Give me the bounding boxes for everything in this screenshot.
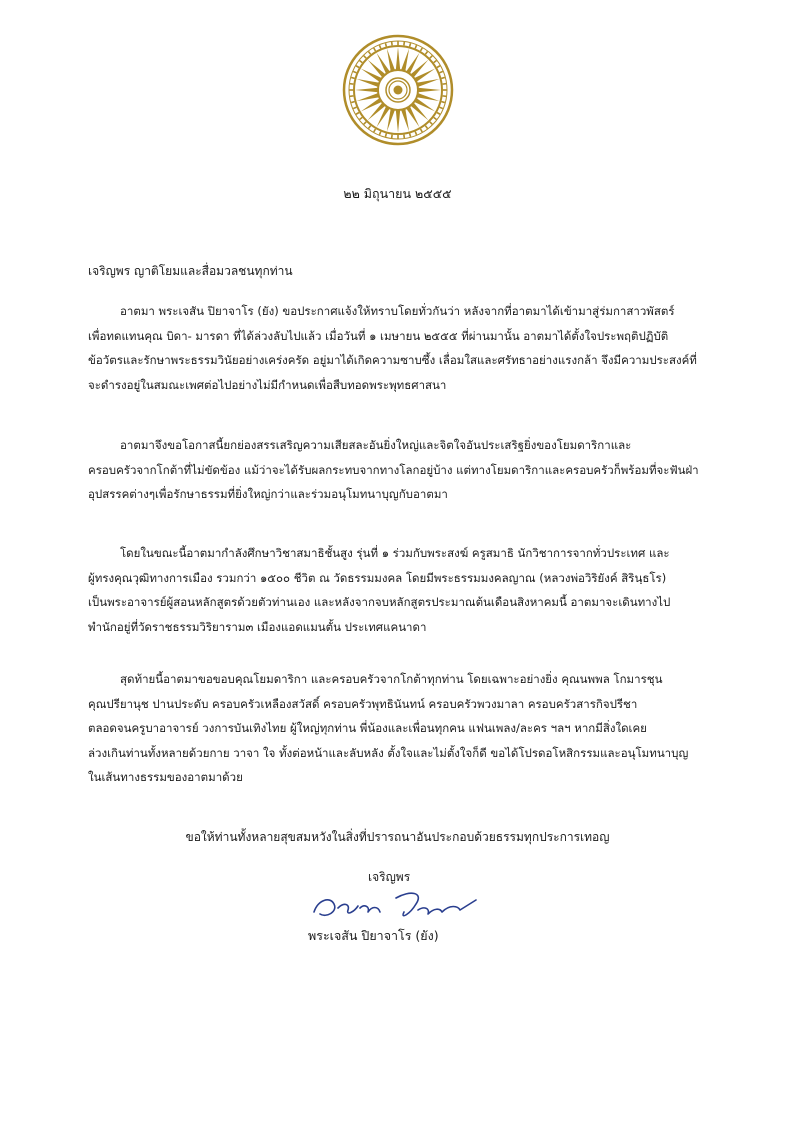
paragraph-1 [88, 299, 718, 397]
paragraph-line: ในเส้นทางธรรมของอาตมาด้วย [88, 770, 243, 784]
regards-text: เจริญพร [368, 870, 411, 884]
paragraph-line: พำนักอยู่ที่วัดราชธรรมวิริยาราม๓ เมืองแอดแมนตั้น ประเทศแคนาดา [88, 619, 427, 634]
paragraph-line: คุณปรียานุช ปานประดับ ครอบครัวเหลืองสวัสดิ์ ครอบครัวพุทธินันทน์ ครอบครัวพวงมาลา ครอบครัวสารกิจปรีชา [88, 696, 638, 711]
paragraph-line: ตลอดจนครูบาอาจารย์ วงการบันเทิงไทย ผู้ใหญ่ทุกท่าน พี่น้องและเพื่อนทุกคน แฟนเพลง/ละคร ฯลฯ หากมีสิ่งใดเคย [88, 721, 647, 735]
paragraph-2 [88, 433, 718, 507]
paragraph-line: อุปสรรคต่างๆเพื่อรักษาธรรมที่ยิ่งใหญ่กว่าและร่วมอนุโมทนาบุญกับอาตมา [88, 487, 448, 501]
paragraph-3 [88, 541, 718, 639]
paragraph-4 [88, 667, 718, 790]
paragraph-line: สุดท้ายนี้อาตมาขอขอบคุณโยมดาริกา และครอบครัวจากโกต้าทุกท่าน โดยเฉพาะอย่างยิ่ง คุณนพพล โกมารชุน [120, 672, 663, 686]
paragraph-line: ล่วงเกินท่านทั้งหลายด้วยกาย วาจา ใจ ทั้งต่อหน้าและลับหลัง ตั้งใจและไม่ตั้งใจก็ดี ขอได้โปรดอโหสิกรรมและอนุโมทนาบุญ [88, 745, 689, 760]
paragraph-line: ครอบครัวจากโกต้าที่ไม่ขัดข้อง แม้ว่าจะได้รับผลกระทบจากทางโลกอยู่บ้าง แต่ทางโยมดาริกาและครอบครัวก็พร้อมที่จะฟันฝ่า [88, 462, 699, 477]
paragraph-line: จะดำรงอยู่ในสมณะเพศต่อไปอย่างไม่มีกำหนดเพื่อสืบทอดพระพุทธศาสนา [88, 377, 447, 392]
dharma-wheel-icon [342, 34, 454, 146]
paragraph-line: โดยในขณะนี้อาตมากำลังศึกษาวิชาสมาธิชั้นสูง รุ่นที่ ๑ ร่วมกับพระสงฆ์ ครูสมาธิ นักวิชาการจากทั่วประเทศ และ [120, 546, 670, 560]
paragraph-line: ผู้ทรงคุณวุฒิทางการเมือง รวมกว่า ๑๕๐๐ ชีวิต ณ วัดธรรมมงคล โดยมีพระธรรมมงคลญาณ (หลวงพ่อวิริยังค์ สิรินฺธโร) [88, 570, 667, 585]
paragraph-line: เพื่อทดแทนคุณ บิดา- มารดา ที่ได้ล่วงลับไปแล้ว เมื่อวันที่ ๑ เมษายน ๒๕๕๕ ที่ผ่านมานั้น อาตมาได้ตั้งใจประพฤติปฏิบัติ [88, 328, 669, 343]
paragraph-line: อาตมาจึงขอโอกาสนี้ยกย่องสรรเสริญความเสียสละอันยิ่งใหญ่และจิตใจอันประเสริฐยิ่งของโยมดาริกาและ [120, 438, 632, 452]
paragraph-line: ข้อวัตรและรักษาพระธรรมวินัยอย่างเคร่งครัด อยู่มาได้เกิดความซาบซึ้ง เลื่อมใสและศรัทธาอย่างแรงกล้า จึงมีความประสงค์ที่ [88, 353, 697, 367]
signer-name: พระเจสัน ปิยาจาโร (ยัง) [308, 928, 439, 943]
paragraph-line: อาตมา พระเจสัน ปิยาจาโร (ยัง) ขอประกาศแจ้งให้ทราบโดยทั่วกันว่า หลังจากที่อาตมาได้เข้ามาสู่ร่มกาสาวพัสตร์ [120, 304, 675, 318]
letter-date: ๒๒ มิถุนายน ๒๕๕๕ [343, 186, 452, 201]
handwritten-signature-icon [300, 880, 500, 930]
salutation: เจริญพร ญาติโยมและสื่อมวลชนทุกท่าน [88, 264, 293, 278]
paragraph-line: เป็นพระอาจารย์ผู้สอนหลักสูตรด้วยตัวท่านเอง และหลังจากจบหลักสูตรประมาณต้นเดือนสิงหาคมนี้ อาตมาจะเดินทางไป [88, 595, 671, 609]
closing-blessing: ขอให้ท่านทั้งหลายสุขสมหวังในสิ่งที่ปรารถนาอันประกอบด้วยธรรมทุกประการเทอญ [185, 830, 610, 844]
